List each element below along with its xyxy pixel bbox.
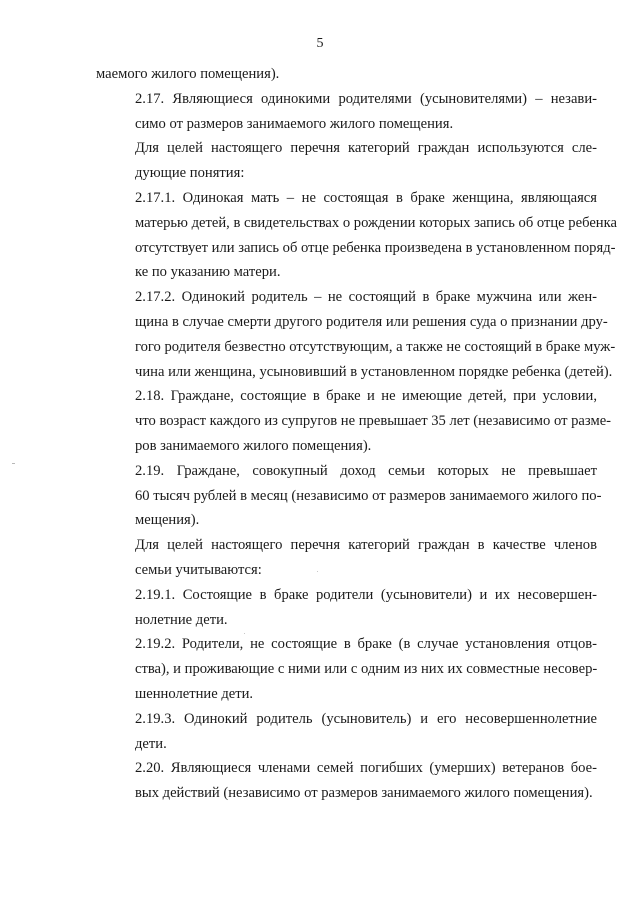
- paragraph-line: гого родителя безвестно отсутствующим, а также не состоящий в браке муж-: [135, 338, 616, 355]
- paragraph-line: ства), и проживающие с ними или с одним из них их совместные несовер-: [135, 661, 598, 678]
- page-number: 5: [316, 36, 324, 51]
- paragraph-item-2-17-1: [96, 186, 617, 285]
- paragraph-line: 60 тысяч рублей в месяц (независимо от размеров занимаемого жилого по-: [135, 487, 602, 504]
- paragraph-line: ке по указанию матери.: [135, 264, 281, 281]
- paragraph-line: дующие понятия:: [135, 165, 245, 182]
- paragraph-line: дети.: [135, 735, 167, 752]
- paragraph-line: 2.19.3. Одинокий родитель (усыновитель) и его несовершеннолетние: [135, 710, 597, 727]
- paragraph-line: семьи учитываются:: [135, 561, 262, 578]
- paragraph-line: симо от размеров занимаемого жилого помещения.: [135, 115, 454, 132]
- document-body: [96, 62, 617, 806]
- paragraph-line: 2.17.2. Одинокий родитель – не состоящий в браке мужчина или жен-: [135, 289, 597, 306]
- paragraph-line: 2.17. Являющиеся одинокими родителями (усыновителями) – незави-: [135, 90, 597, 107]
- paragraph-item-2-19: [96, 459, 602, 533]
- paragraph-line: 2.19. Граждане, совокупный доход семьи которых не превышает: [135, 462, 597, 479]
- paragraph-item-2-18: [96, 384, 612, 458]
- paragraph-line: ров занимаемого жилого помещения).: [135, 437, 372, 454]
- paragraph-line: 2.18. Граждане, состоящие в браке и не имеющие детей, при условии,: [135, 388, 597, 405]
- paragraph-item-2-17-2: [96, 285, 616, 384]
- paragraph-line: шеннолетние дети.: [135, 685, 254, 702]
- paragraph-line: маемого жилого помещения).: [96, 66, 280, 82]
- paragraph-item-2-19-3: [96, 707, 597, 757]
- scan-margin-mark: [12, 463, 15, 464]
- paragraph-line: 2.20. Являющиеся членами семей погибших (умерших) ветеранов бое-: [135, 760, 597, 777]
- paragraph-line: чина или женщина, усыновивший в установленном порядке ребенка (детей).: [135, 363, 613, 380]
- paragraph-line: нолетние дети.: [135, 611, 228, 628]
- paragraph-item-2-20: [96, 756, 597, 806]
- paragraph-family-intro: [96, 533, 597, 583]
- paragraph-line: щина в случае смерти другого родителя или решения суда о признании дру-: [135, 313, 608, 330]
- paragraph-line: 2.19.2. Родители, не состоящие в браке (в случае установления отцов-: [135, 636, 597, 653]
- scan-speck: [244, 633, 245, 634]
- paragraph-line: вых действий (независимо от размеров занимаемого жилого помещения).: [135, 785, 593, 802]
- scan-speck: [317, 571, 318, 572]
- paragraph-line: матерью детей, в свидетельствах о рождении которых запись об отце ребенка: [135, 214, 617, 231]
- paragraph-item-2-17: [96, 87, 597, 137]
- paragraph-definitions-intro: [96, 136, 597, 186]
- paragraph-line: отсутствует или запись об отце ребенка произведена в установленном поряд-: [135, 239, 616, 256]
- paragraph-line: 2.19.1. Состоящие в браке родители (усыновители) и их несовершен-: [135, 586, 597, 603]
- paragraph-item-2-19-2: [96, 632, 597, 706]
- paragraph-line: мещения).: [135, 512, 200, 529]
- paragraph-line: что возраст каждого из супругов не превышает 35 лет (независимо от разме-: [135, 413, 612, 430]
- paragraph-line: Для целей настоящего перечня категорий граждан используются сле-: [135, 140, 597, 157]
- paragraph-item-2-19-1: [96, 583, 597, 633]
- paragraph-line: 2.17.1. Одинокая мать – не состоящая в браке женщина, являющаяся: [135, 189, 597, 206]
- paragraph-line: Для целей настоящего перечня категорий граждан в качестве членов: [135, 537, 597, 554]
- paragraph-continuation: [96, 62, 597, 87]
